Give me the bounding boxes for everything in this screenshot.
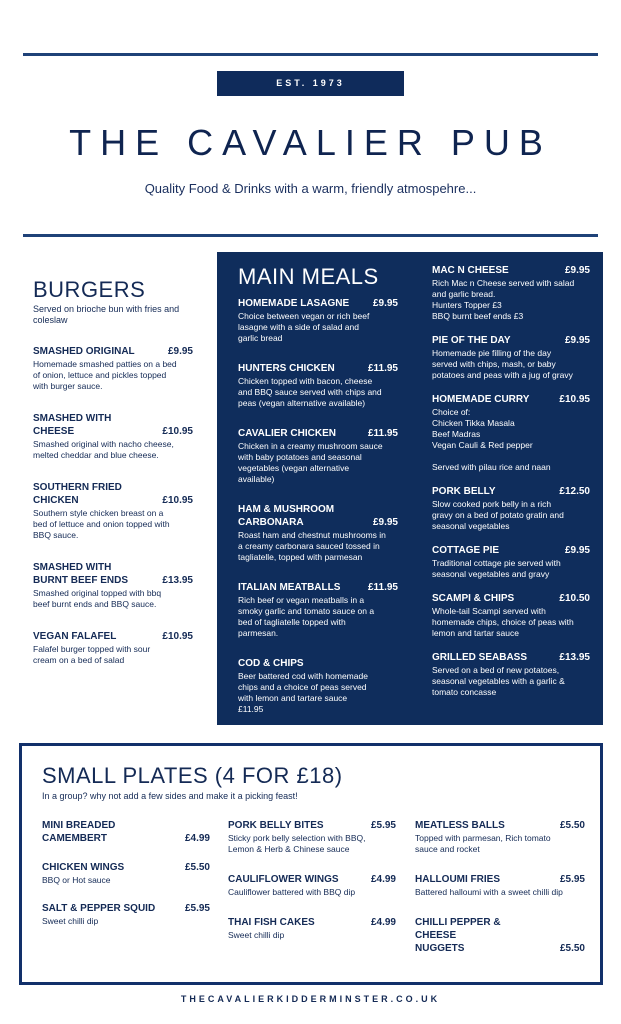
item-description: Chicken topped with bacon, cheese and BBQ sauce served with chips and peas (vegan alternative available)	[238, 376, 382, 408]
item-heading	[228, 916, 396, 929]
menu-item	[228, 873, 396, 898]
item-description: Falafel burger topped with sour cream on a bed of salad	[33, 644, 151, 665]
item-heading	[432, 485, 590, 498]
burgers-subtitle: Served on brioche bun with fries and coleslaw	[33, 304, 180, 325]
item-description: Slow cooked pork belly in a rich gravy on a bed of potato gratin and seasonal vegetables	[432, 499, 564, 531]
item-price: £13.95	[559, 652, 590, 663]
item-name: SMASHED WITH CHEESE	[33, 413, 112, 437]
item-description: BBQ or Hot sauce	[42, 875, 111, 885]
item-heading	[432, 651, 590, 664]
item-heading	[238, 427, 398, 440]
item-description: Served on a bed of new potatoes, seasonal vegetables with a garlic & tomato concasse	[432, 665, 565, 697]
item-description: Southern style chicken breast on a bed of lettuce and onion topped with BBQ sauce.	[33, 508, 170, 540]
item-price: £10.95	[559, 394, 590, 405]
item-price: £4.99	[370, 874, 396, 885]
item-description: Choice between vegan or rich beef lasagne with a side of salad and garlic bread	[238, 311, 370, 343]
item-description: Rich Mac n Cheese served with salad and garlic bread. Hunters Topper £3 BBQ burnt beef ends £3	[432, 278, 575, 321]
item-heading	[33, 345, 193, 358]
item-name: PORK BELLY BITES	[228, 820, 324, 831]
menu-item	[238, 657, 398, 715]
menu-item	[432, 334, 590, 381]
menu-item	[415, 916, 585, 955]
item-name: THAI FISH CAKES	[228, 917, 315, 928]
item-price: £12.50	[559, 486, 590, 497]
main-meals-title: MAIN MEALS	[238, 264, 379, 289]
menu-item	[238, 297, 398, 344]
item-description: Sweet chilli dip	[228, 930, 285, 940]
item-name: CAVALIER CHICKEN	[238, 428, 336, 439]
menu-item	[228, 819, 396, 855]
item-heading	[415, 916, 585, 955]
menu-column	[42, 819, 210, 927]
menu-item	[42, 861, 210, 886]
item-name: COD & CHIPS	[238, 658, 304, 669]
item-heading	[42, 819, 210, 845]
menu-item	[238, 362, 398, 409]
item-price: £5.95	[559, 874, 585, 885]
menu-item	[33, 345, 193, 392]
item-description: Homemade smashed patties on a bed of onion, lettuce and pickles topped with burger sauce.	[33, 359, 177, 391]
menu-item	[228, 916, 396, 941]
item-price: £9.95	[167, 346, 193, 357]
item-name: HOMEMADE LASAGNE	[238, 298, 350, 309]
main-meals-panel	[217, 252, 603, 725]
item-description: Roast ham and chestnut mushrooms in a creamy carbonara sauced tossed in tagliatelle, topped with parmesan	[238, 530, 386, 562]
item-name: PIE OF THE DAY	[432, 335, 511, 346]
item-description: Battered halloumi with a sweet chilli dip	[415, 887, 563, 897]
item-description: Sticky pork belly selection with BBQ, Lemon & Herb & Chinese sauce	[228, 833, 366, 854]
menu-column	[415, 819, 585, 955]
item-description: Sweet chilli dip	[42, 916, 99, 926]
item-description: Smashed original topped with bbq beef burnt ends and BBQ sauce.	[33, 588, 162, 609]
item-description: Chicken in a creamy mushroom sauce with baby potatoes and seasonal vegetables (vegan alternative available)	[238, 441, 383, 484]
item-heading	[432, 334, 590, 347]
item-price: £4.99	[184, 833, 210, 844]
item-description: Homemade pie filling of the day served with chips, mash, or baby potatoes and peas with a jug of gravy	[432, 348, 573, 380]
item-price: £5.95	[184, 903, 210, 914]
top-rule	[23, 53, 598, 56]
item-name: MAC N CHEESE	[432, 265, 509, 276]
item-name: CAULIFLOWER WINGS	[228, 874, 339, 885]
item-name: PORK BELLY	[432, 486, 496, 497]
item-price: £5.50	[559, 943, 585, 954]
item-description: Cauliflower battered with BBQ dip	[228, 887, 356, 897]
menu-column	[432, 264, 590, 698]
small-plates-title: SMALL PLATES (4 FOR £18)	[42, 763, 343, 788]
item-price: £10.95	[162, 495, 193, 506]
item-heading	[238, 362, 398, 375]
item-price: £11.95	[367, 428, 398, 439]
item-heading	[42, 902, 210, 915]
item-heading	[432, 544, 590, 557]
item-name: SMASHED WITH BURNT BEEF ENDS	[33, 562, 129, 586]
menu-item	[42, 902, 210, 927]
item-description: Rich beef or vegan meatballs in a smoky garlic and tomato sauce on a bed of tagliatelle topped with parmesan.	[238, 595, 375, 638]
item-heading	[238, 581, 398, 594]
item-heading	[33, 412, 193, 438]
pub-title: THE CAVALIER PUB	[69, 122, 552, 163]
item-heading	[415, 873, 585, 886]
item-name: HOMEMADE CURRY	[432, 394, 530, 405]
item-price: £10.95	[162, 426, 193, 437]
item-price: £9.95	[564, 545, 590, 556]
item-price: £10.50	[559, 593, 590, 604]
item-heading	[33, 630, 193, 643]
menu-column	[228, 819, 396, 941]
item-name: SMASHED ORIGINAL	[33, 346, 135, 357]
item-name: SOUTHERN FRIED CHICKEN	[33, 482, 122, 506]
item-name: COTTAGE PIE	[432, 545, 500, 556]
item-name: CHICKEN WINGS	[42, 862, 125, 873]
item-name: CHILLI PEPPER & CHEESE NUGGETS	[415, 917, 501, 954]
item-description: Whole-tail Scampi served with homemade chips, choice of peas with lemon and tartar sauce	[432, 606, 574, 638]
item-price: £5.50	[559, 820, 585, 831]
item-heading	[238, 657, 398, 670]
tagline: Quality Food & Drinks with a warm, friendly atmospehre...	[144, 181, 477, 196]
item-price: £4.99	[370, 917, 396, 928]
menu-item	[432, 393, 590, 473]
item-price: £9.95	[372, 298, 398, 309]
website-footer: THECAVALIERKIDDERMINSTER.CO.UK	[180, 994, 441, 1004]
item-name: ITALIAN MEATBALLS	[238, 582, 341, 593]
item-name: SALT & PEPPER SQUID	[42, 903, 156, 914]
item-name: MINI BREADED CAMEMBERT	[42, 820, 116, 844]
item-description: Beer battered cod with homemade chips and a choice of peas served with lemon and tartare sauce £11.95	[238, 671, 368, 714]
item-price: £11.95	[367, 363, 398, 374]
menu-column	[33, 345, 193, 666]
item-heading	[432, 393, 590, 406]
menu-item	[432, 592, 590, 639]
burgers-title: BURGERS	[33, 277, 146, 302]
item-name: GRILLED SEABASS	[432, 652, 528, 663]
item-price: £5.95	[370, 820, 396, 831]
item-heading	[238, 503, 398, 529]
item-price: £13.95	[162, 575, 193, 586]
item-price: £11.95	[367, 582, 398, 593]
item-price: £9.95	[564, 335, 590, 346]
item-description: Traditional cottage pie served with seasonal vegetables and gravy	[432, 558, 561, 579]
menu-item	[33, 412, 193, 461]
menu-item	[415, 819, 585, 855]
menu-item	[238, 503, 398, 563]
small-plates-box	[19, 743, 603, 985]
item-heading	[228, 819, 396, 832]
item-price: £10.95	[162, 631, 193, 642]
item-name: SCAMPI & CHIPS	[432, 593, 515, 604]
item-name: HAM & MUSHROOM CARBONARA	[238, 504, 335, 528]
menu-item	[432, 651, 590, 698]
menu-item	[415, 873, 585, 898]
item-description: Choice of: Chicken Tikka Masala Beef Madras Vegan Cauli & Red pepper Served with pilau rice and naan	[432, 407, 551, 472]
menu-item	[42, 819, 210, 845]
item-price: £9.95	[564, 265, 590, 276]
item-heading	[42, 861, 210, 874]
menu-item	[432, 485, 590, 532]
item-price: £5.50	[184, 862, 210, 873]
item-name: HALLOUMI FRIES	[415, 874, 500, 885]
item-heading	[432, 592, 590, 605]
item-description: Topped with parmesan, Rich tomato sauce and rocket	[415, 833, 551, 854]
menu-item	[432, 544, 590, 580]
menu-item	[238, 581, 398, 639]
item-heading	[415, 819, 585, 832]
item-heading	[432, 264, 590, 277]
menu-item	[432, 264, 590, 322]
item-description: Smashed original with nacho cheese, melted cheddar and blue cheese.	[33, 439, 174, 460]
small-plates-subtitle: In a group? why not add a few sides and make it a picking feast!	[42, 791, 298, 801]
menu-item	[33, 630, 193, 666]
menu-item	[238, 427, 398, 485]
established-badge: EST. 1973	[217, 71, 404, 96]
item-price: £9.95	[372, 517, 398, 528]
header-bottom-rule	[23, 234, 598, 237]
item-name: VEGAN FALAFEL	[33, 631, 117, 642]
item-name: HUNTERS CHICKEN	[238, 363, 335, 374]
menu-column	[238, 297, 398, 715]
menu-item	[33, 481, 193, 541]
item-heading	[33, 481, 193, 507]
item-heading	[228, 873, 396, 886]
item-name: MEATLESS BALLS	[415, 820, 505, 831]
item-heading	[33, 561, 193, 587]
menu-item	[33, 561, 193, 610]
item-heading	[238, 297, 398, 310]
